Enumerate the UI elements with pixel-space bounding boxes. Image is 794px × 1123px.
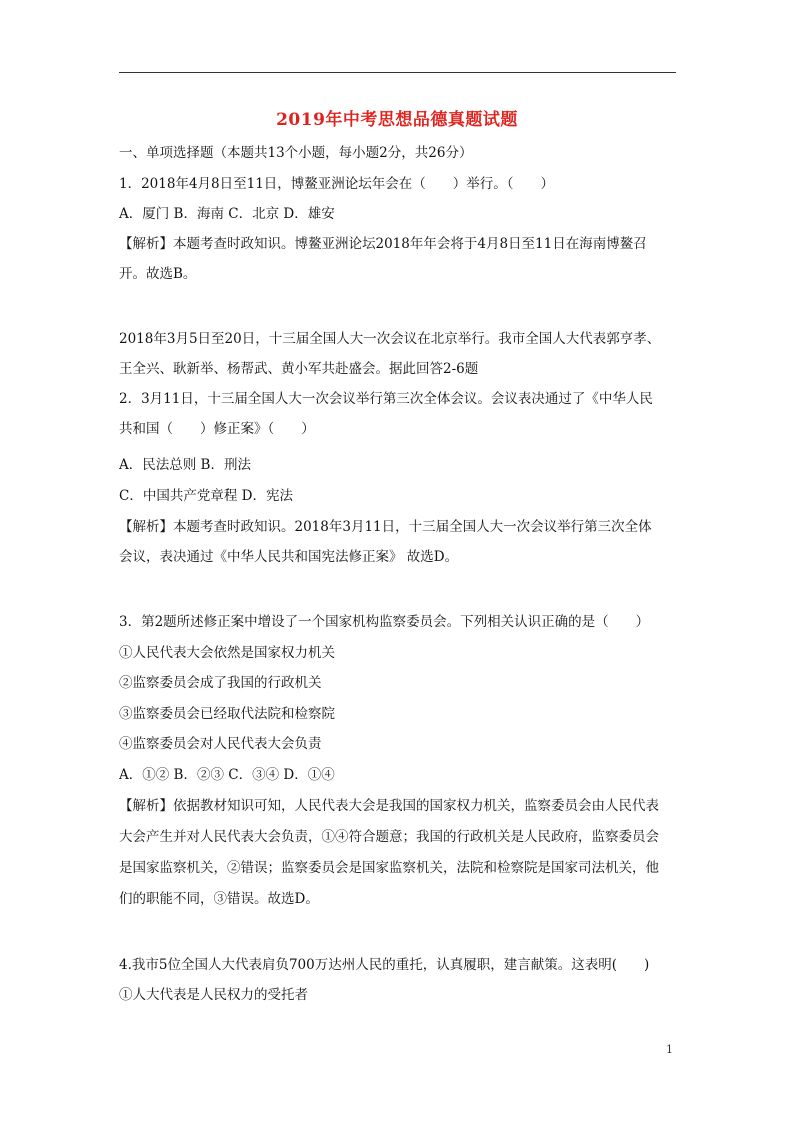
analysis-3-line-3: 是国家监察机关，②错误；监察委员会是国家监察机关，法院和检察院是国家司法机关，他 bbox=[119, 860, 659, 876]
question-1-options: A．厦门 B．海南 C．北京 D．雄安 bbox=[119, 206, 335, 222]
analysis-3-line-2: 大会产生并对人民代表大会负责，①④符合题意；我国的行政机关是人民政府，监察委员会 bbox=[119, 829, 659, 845]
question-2-line-1: 2．3月11日，十三届全国人大一次会议举行第三次全体会议。会议表决通过了《中华人民 bbox=[119, 391, 653, 407]
question-1: 1．2018年4月8日至11日，博鳌亚洲论坛年会在（ ）举行。（ ） bbox=[119, 176, 555, 192]
question-2-line-2: 共和国（ ）修正案》（ ） bbox=[119, 421, 315, 437]
analysis-3-line-4: 们的职能不同，③错误。故选D。 bbox=[119, 891, 319, 907]
question-3-item-1: ①人民代表大会依然是国家权力机关 bbox=[119, 645, 335, 661]
analysis-3-line-1: 【解析】依据教材知识可知，人民代表大会是我国的国家权力机关，监察委员会由人民代表 bbox=[119, 798, 659, 814]
page-number: 1 bbox=[666, 1043, 673, 1056]
analysis-1-line-1: 【解析】本题考查时政知识。博鳌亚洲论坛2018年年会将于4月8日至11日在海南博鳌召 bbox=[119, 236, 647, 252]
analysis-1-line-2: 开。故选B。 bbox=[119, 266, 197, 282]
question-3: 3．第2题所述修正案中增设了一个国家机构监察委员会。下列相关认识正确的是（ ） bbox=[119, 614, 650, 630]
question-4: 4.我市5位全国人大代表肩负700万达州人民的重托，认真履职，建言献策。这表明( ) bbox=[119, 957, 650, 973]
question-3-item-4: ④监察委员会对人民代表大会负责 bbox=[119, 736, 322, 752]
question-3-options: A．①② B．②③ C．③④ D．①④ bbox=[119, 767, 335, 783]
analysis-2-line-1: 【解析】本题考查时政知识。2018年3月11日，十三届全国人大一次会议举行第三次全体 bbox=[119, 519, 652, 535]
header-rule bbox=[119, 72, 676, 73]
material-line-1: 2018年3月5日至20日，十三届全国人大一次会议在北京举行。我市全国人大代表郭亨孝、 bbox=[119, 331, 661, 347]
section-heading: 一、单项选择题（本题共13个小题，每小题2分，共26分） bbox=[119, 145, 473, 161]
question-4-item-1: ①人大代表是人民权力的受托者 bbox=[119, 987, 308, 1003]
question-3-item-3: ③监察委员会已经取代法院和检察院 bbox=[119, 706, 335, 722]
question-2-options-cd: C．中国共产党章程 D．宪法 bbox=[119, 488, 293, 504]
document-title: 2019年中考思想品德真题试题 bbox=[276, 110, 518, 130]
question-2-options-ab: A．民法总则 B．刑法 bbox=[119, 457, 251, 473]
analysis-2-line-2: 会议，表决通过《中华人民共和国宪法修正案》 故选D。 bbox=[119, 549, 459, 565]
material-line-2: 王全兴、耿新举、杨帮武、黄小军共赴盛会。据此回答2-6题 bbox=[119, 361, 479, 377]
question-3-item-2: ②监察委员会成了我国的行政机关 bbox=[119, 675, 322, 691]
